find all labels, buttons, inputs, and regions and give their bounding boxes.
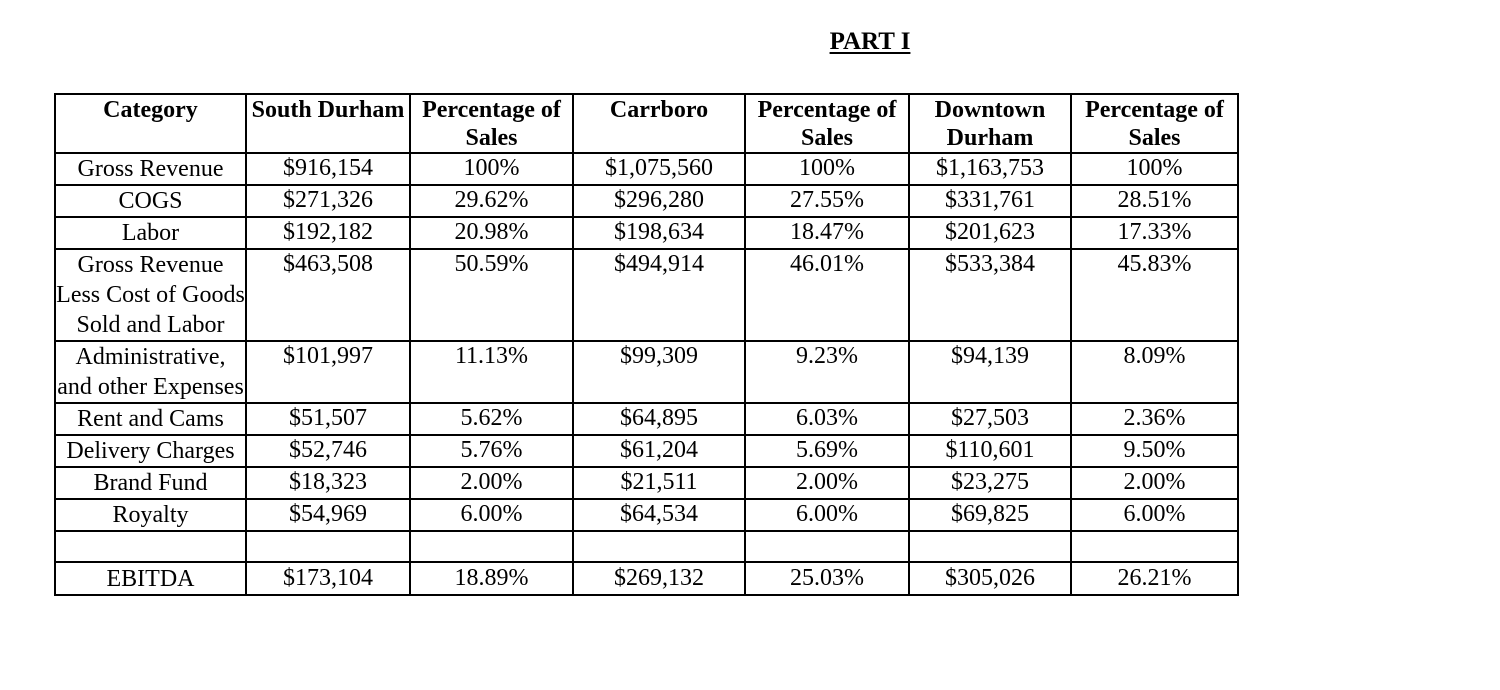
- cell-downtown-durham: $201,623: [909, 217, 1071, 249]
- cell-south-durham-pct: 29.62%: [410, 185, 573, 217]
- header-south-durham: South Durham: [246, 94, 410, 153]
- cell-south-durham-pct: 50.59%: [410, 249, 573, 341]
- cell-south-durham-pct: 6.00%: [410, 499, 573, 531]
- cell-downtown-durham: $110,601: [909, 435, 1071, 467]
- cell-carrboro-pct: [745, 531, 909, 562]
- cell-downtown-durham-pct: 17.33%: [1071, 217, 1238, 249]
- row-category: [55, 531, 246, 562]
- header-downtown-durham-pct: Percentage of Sales: [1071, 94, 1238, 153]
- header-category: Category: [55, 94, 246, 153]
- cell-south-durham-pct: 5.76%: [410, 435, 573, 467]
- cell-downtown-durham: $23,275: [909, 467, 1071, 499]
- cell-south-durham: [246, 531, 410, 562]
- cell-south-durham: $463,508: [246, 249, 410, 341]
- cell-south-durham: $101,997: [246, 341, 410, 403]
- cell-carrboro: $64,534: [573, 499, 745, 531]
- row-category: Administrative, and other Expenses: [55, 341, 246, 403]
- cell-carrboro: [573, 531, 745, 562]
- header-south-durham-pct: Percentage of Sales: [410, 94, 573, 153]
- cell-downtown-durham: $69,825: [909, 499, 1071, 531]
- cell-carrboro-pct: 27.55%: [745, 185, 909, 217]
- cell-downtown-durham: [909, 531, 1071, 562]
- cell-downtown-durham-pct: 2.00%: [1071, 467, 1238, 499]
- cell-carrboro-pct: 2.00%: [745, 467, 909, 499]
- table-header-row: [55, 94, 1238, 153]
- cell-south-durham-pct: [410, 531, 573, 562]
- cell-downtown-durham-pct: [1071, 531, 1238, 562]
- cell-downtown-durham-pct: 2.36%: [1071, 403, 1238, 435]
- table-row: [55, 467, 1238, 499]
- table-row: [55, 185, 1238, 217]
- cell-downtown-durham: $533,384: [909, 249, 1071, 341]
- cell-carrboro-pct: 18.47%: [745, 217, 909, 249]
- cell-south-durham: $51,507: [246, 403, 410, 435]
- table-row: [55, 403, 1238, 435]
- row-category: Gross Revenue: [55, 153, 246, 185]
- cell-carrboro: $269,132: [573, 562, 745, 595]
- cell-south-durham-pct: 5.62%: [410, 403, 573, 435]
- cell-south-durham: $271,326: [246, 185, 410, 217]
- cell-south-durham-pct: 100%: [410, 153, 573, 185]
- row-category: Labor: [55, 217, 246, 249]
- cell-carrboro-pct: 6.00%: [745, 499, 909, 531]
- cell-south-durham-pct: 2.00%: [410, 467, 573, 499]
- cell-carrboro-pct: 5.69%: [745, 435, 909, 467]
- header-downtown-durham: Downtown Durham: [909, 94, 1071, 153]
- row-category: Gross Revenue Less Cost of Goods Sold and Labor: [55, 249, 246, 341]
- cell-carrboro-pct: 100%: [745, 153, 909, 185]
- row-category: Royalty: [55, 499, 246, 531]
- cell-carrboro-pct: 25.03%: [745, 562, 909, 595]
- cell-south-durham: $18,323: [246, 467, 410, 499]
- table-row: [55, 435, 1238, 467]
- cell-south-durham: $54,969: [246, 499, 410, 531]
- cell-south-durham: $52,746: [246, 435, 410, 467]
- row-category: Brand Fund: [55, 467, 246, 499]
- cell-carrboro: $21,511: [573, 467, 745, 499]
- cell-downtown-durham-pct: 26.21%: [1071, 562, 1238, 595]
- cell-south-durham-pct: 11.13%: [410, 341, 573, 403]
- cell-south-durham: $916,154: [246, 153, 410, 185]
- cell-south-durham: $173,104: [246, 562, 410, 595]
- financial-table: [54, 93, 1239, 596]
- cell-downtown-durham-pct: 6.00%: [1071, 499, 1238, 531]
- table-row-ebitda: [55, 562, 1238, 595]
- row-category: COGS: [55, 185, 246, 217]
- cell-south-durham-pct: 20.98%: [410, 217, 573, 249]
- cell-carrboro: $296,280: [573, 185, 745, 217]
- row-category: Delivery Charges: [55, 435, 246, 467]
- table-row: [55, 217, 1238, 249]
- row-category: Rent and Cams: [55, 403, 246, 435]
- table-row: [55, 153, 1238, 185]
- cell-downtown-durham-pct: 28.51%: [1071, 185, 1238, 217]
- table-row: [55, 499, 1238, 531]
- cell-carrboro: $64,895: [573, 403, 745, 435]
- cell-downtown-durham: $94,139: [909, 341, 1071, 403]
- table-row: [55, 249, 1238, 341]
- table-row-blank: [55, 531, 1238, 562]
- page-title: PART I: [829, 28, 911, 55]
- table-row: [55, 341, 1238, 403]
- header-carrboro-pct: Percentage of Sales: [745, 94, 909, 153]
- cell-south-durham-pct: 18.89%: [410, 562, 573, 595]
- cell-carrboro-pct: 9.23%: [745, 341, 909, 403]
- header-carrboro: Carrboro: [573, 94, 745, 153]
- cell-downtown-durham: $1,163,753: [909, 153, 1071, 185]
- cell-carrboro: $494,914: [573, 249, 745, 341]
- cell-downtown-durham-pct: 45.83%: [1071, 249, 1238, 341]
- cell-carrboro: $61,204: [573, 435, 745, 467]
- cell-carrboro-pct: 46.01%: [745, 249, 909, 341]
- cell-carrboro: $1,075,560: [573, 153, 745, 185]
- cell-downtown-durham: $305,026: [909, 562, 1071, 595]
- cell-carrboro: $99,309: [573, 341, 745, 403]
- row-category: EBITDA: [55, 562, 246, 595]
- cell-south-durham: $192,182: [246, 217, 410, 249]
- cell-carrboro-pct: 6.03%: [745, 403, 909, 435]
- cell-downtown-durham-pct: 9.50%: [1071, 435, 1238, 467]
- cell-downtown-durham: $331,761: [909, 185, 1071, 217]
- cell-carrboro: $198,634: [573, 217, 745, 249]
- cell-downtown-durham: $27,503: [909, 403, 1071, 435]
- cell-downtown-durham-pct: 100%: [1071, 153, 1238, 185]
- cell-downtown-durham-pct: 8.09%: [1071, 341, 1238, 403]
